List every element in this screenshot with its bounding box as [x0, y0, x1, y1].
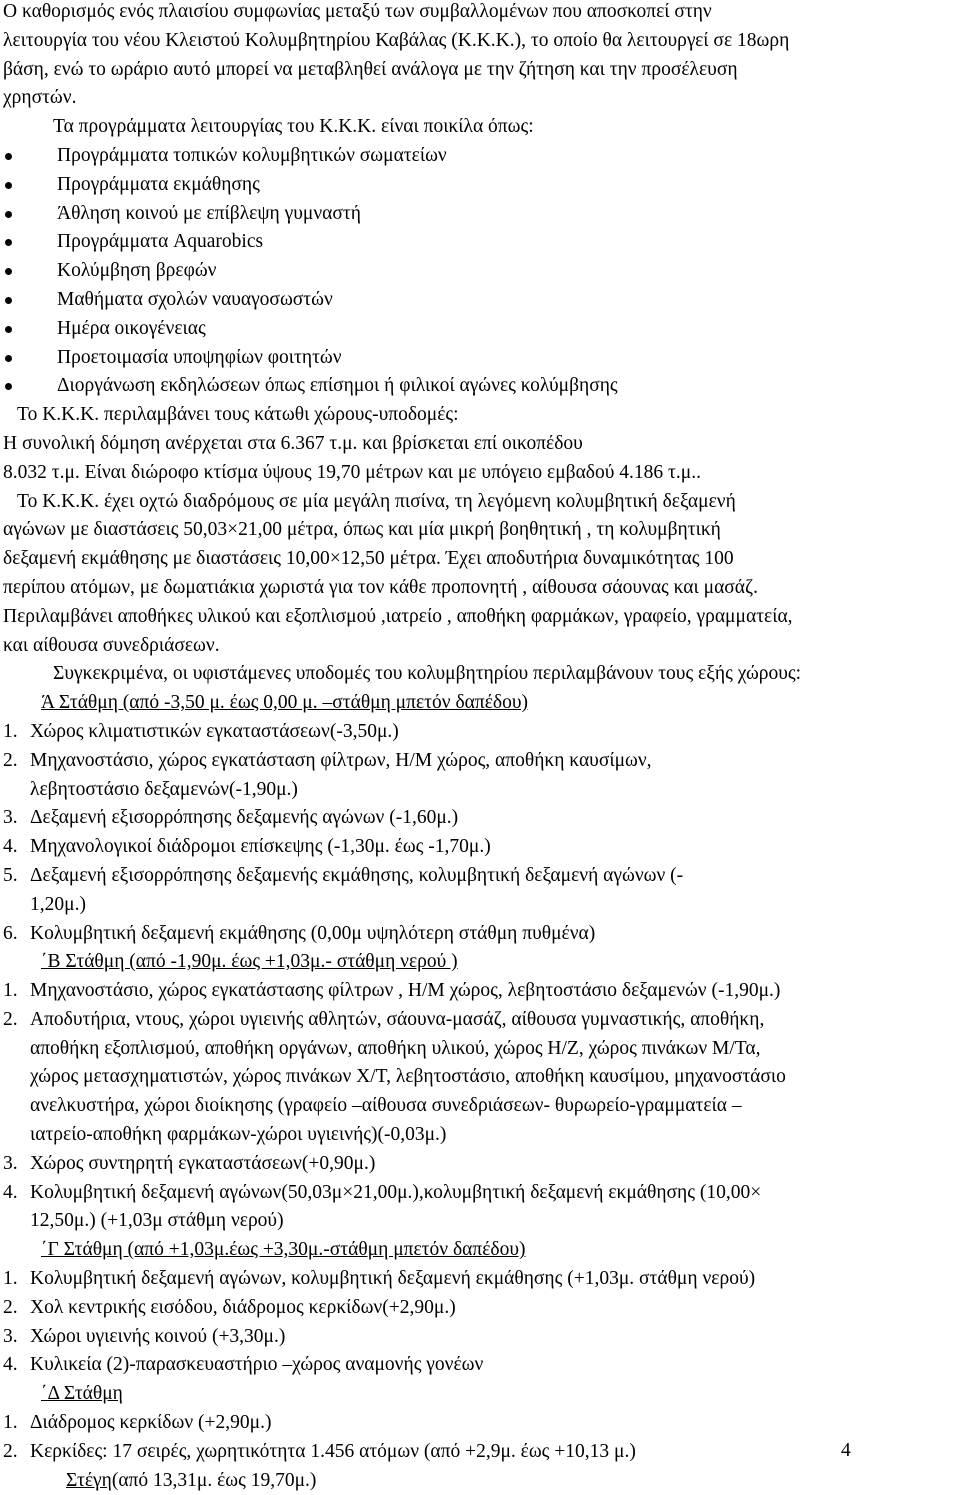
programs-heading: Τα προγράμματα λειτουργίας του Κ.Κ.Κ. είναι ποικίλα όπως:: [53, 116, 534, 138]
list-item: 5. Δεξαμενή εξισορρόπησης δεξαμενής εκμάθησης, κολυμβητική δεξαμενή αγώνων (- 1,20μ.): [3, 864, 684, 915]
list-item: Προγράμματα εκμάθησης: [3, 171, 958, 200]
page-content: [3, 0, 958, 1495]
bullet-icon: [5, 383, 12, 390]
list-item: 2. Κερκίδες: 17 σειρές, χωρητικότητα 1.456 ατόμων (από +2,9μ. έως +10,13 μ.): [3, 1440, 636, 1462]
page-number: 4: [841, 1440, 851, 1461]
list-item: 2. Μηχανοστάσιο, χώρος εγκατάσταση φίλτρων, Η/Μ χώρος, αποθήκη καυσίμων, λεβητοστάσιο δεξαμενών(-1,90μ.): [3, 749, 652, 800]
bullet-icon: [5, 182, 12, 189]
list-item: 4. Κυλικεία (2)-παρασκευαστήριο –χώρος αναμονής γονέων: [3, 1354, 484, 1376]
list-item: Μαθήματα σχολών ναυαγοσωστών: [3, 286, 958, 315]
pools-line: και αίθουσα συνεδριάσεων.: [3, 634, 220, 656]
list-item: 3. Χώρος συντηρητή εγκαταστάσεων(+0,90μ.): [3, 1152, 376, 1174]
bullet-icon: [5, 211, 12, 218]
pools-line: αγώνων με διαστάσεις 50,03×21,00 μέτρα, όπως και μία μικρή βοηθητική , τη κολυμβητική: [3, 519, 721, 541]
list-item: 1. Διάδρομος κερκίδων (+2,90μ.): [3, 1412, 272, 1434]
bullet-icon: [5, 355, 12, 362]
pools-line: Περιλαμβάνει αποθήκες υλικού και εξοπλισμού ,ιατρείο , αποθήκη φαρμάκων, γραφείο, γραμματεία,: [3, 605, 793, 627]
level-d-heading: ΄Δ Στάθμη: [41, 1383, 123, 1405]
programs-list: [3, 142, 958, 401]
level-a-heading: Ά Στάθμη (από -3,50 μ. έως 0,00 μ. –στάθμη μπετόν δαπέδου): [41, 692, 528, 714]
area-line: 8.032 τ.μ. Είναι διώροφο κτίσμα ύψους 19,70 μέτρων και με υπόγειο εμβαδού 4.186 τ.μ..: [3, 461, 701, 483]
intro-paragraph: [3, 0, 958, 113]
list-item: 6. Κολυμβητική δεξαμενή εκμάθησης (0,00μ υψηλότερη στάθμη πυθμένα): [3, 922, 596, 944]
level-b-heading: ΄Β Στάθμη (από -1,90μ. έως +1,03μ.- στάθμη νερού ): [41, 951, 458, 973]
pools-line: δεξαμενή εκμάθησης με διαστάσεις 10,00×12,50 μέτρα. Έχει αποδυτήρια δυναμικότητας 100: [3, 548, 734, 570]
list-item: Κολύμβηση βρεφών: [3, 257, 958, 286]
bullet-icon: [5, 239, 12, 246]
roof-text: (από 13,31μ. έως 19,70μ.): [111, 1469, 317, 1491]
intro-line: βάση, ενώ το ωράριο αυτό μπορεί να μεταβληθεί ανάλογα με την ζήτηση και την προσέλευση: [3, 58, 738, 80]
bullet-icon: [5, 297, 12, 304]
list-item: Άθληση κοινού με επίβλεψη γυμναστή: [3, 200, 958, 229]
intro-line: λειτουργία του νέου Κλειστού Κολυμβητηρίου Καβάλας (Κ.Κ.Κ.), το οποίο θα λειτουργεί σε 18ωρη: [3, 29, 790, 51]
list-item: 2. Χολ κεντρικής εισόδου, διάδρομος κερκίδων(+2,90μ.): [3, 1296, 456, 1318]
bullet-icon: [5, 268, 12, 275]
facilities-intro: Το Κ.Κ.Κ. περιλαμβάνει τους κάτωθι χώρους-υποδομές:: [17, 404, 459, 426]
pools-line: Το Κ.Κ.Κ. έχει οχτώ διαδρόμους σε μία μεγάλη πισίνα, τη λεγόμενη κολυμβητική δεξαμενή: [17, 490, 736, 512]
intro-line: χρηστών.: [3, 87, 77, 109]
list-item: 4. Κολυμβητική δεξαμενή αγώνων(50,03μ×21,00μ.),κολυμβητική δεξαμενή εκμάθησης (10,00× 12,50μ.) (+1,03μ στάθμη νερού): [3, 1181, 762, 1232]
roof-label: Στέγη: [66, 1469, 112, 1491]
bullet-icon: [5, 326, 12, 333]
list-item: 3. Δεξαμενή εξισορρόπησης δεξαμενής αγώνων (-1,60μ.): [3, 807, 459, 829]
roof-line: [3, 1467, 958, 1495]
summary-line: Συγκεκριμένα, οι υφιστάμενες υποδομές του κολυμβητηρίου περιλαμβάνουν τους εξής χώρους:: [53, 663, 802, 685]
list-item: 1. Κολυμβητική δεξαμενή αγώνων, κολυμβητική δεξαμενή εκμάθησης (+1,03μ. στάθμη νερού): [3, 1268, 756, 1290]
bullet-icon: [5, 153, 12, 160]
list-item: Ημέρα οικογένειας: [3, 315, 958, 344]
list-item: Προγράμματα τοπικών κολυμβητικών σωματείων: [3, 142, 958, 171]
list-item: 3. Χώροι υγιεινής κοινού (+3,30μ.): [3, 1325, 286, 1347]
list-item: Προγράμματα Aquarobics: [3, 228, 958, 257]
pools-paragraph: [3, 488, 958, 661]
level-c-heading: ΄Γ Στάθμη (από +1,03μ.έως +3,30μ.-στάθμη μπετόν δαπέδου): [41, 1239, 526, 1261]
list-item: 1. Χώρος κλιματιστικών εγκαταστάσεων(-3,50μ.): [3, 720, 399, 742]
list-item: 4. Μηχανολογικοί διάδρομοι επίσκεψης (-1,30μ. έως -1,70μ.): [3, 836, 491, 858]
list-item: 2. Αποδυτήρια, ντους, χώροι υγιεινής αθλητών, σάουνα-μασάζ, αίθουσα γυμναστικής, αποθήκη, αποθήκη εξοπλισμού, αποθήκη οργάνων, αποθήκη υλικού, χώρος Η/Ζ, χώρος πινάκων Μ/Τα, χώρος μετασχηματιστών, χώρος πινάκων Χ/Τ, λεβητοστάσιο, αποθήκη καυσίμου, μηχανοστάσιο ανελκυστήρα, χώροι διοίκησης (γραφείο –αίθουσα συνεδριάσεων- θυρωρείο-γραμματεία – ιατρείο-αποθήκη φαρμάκων-χώροι υγιεινής)(-0,03μ.): [3, 1008, 786, 1146]
list-item: Διοργάνωση εκδηλώσεων όπως επίσημοι ή φιλικοί αγώνες κολύμβησης: [3, 372, 958, 401]
area-line: Η συνολική δόμηση ανέρχεται στα 6.367 τ.μ. και βρίσκεται επί οικοπέδου: [3, 432, 583, 454]
intro-line: Ο καθορισμός ενός πλαισίου συμφωνίας μεταξύ των συμβαλλομένων που αποσκοπεί στην: [3, 1, 712, 22]
pools-line: περίπου ατόμων, με δωματιάκια χωριστά για τον κάθε προπονητή , αίθουσα σάουνας και μασάζ.: [3, 576, 758, 598]
list-item: Προετοιμασία υποψηφίων φοιτητών: [3, 344, 958, 373]
list-item: 1. Μηχανοστάσιο, χώρος εγκατάστασης φίλτρων , Η/Μ χώρος, λεβητοστάσιο δεξαμενών (-1,90μ.): [3, 980, 781, 1002]
